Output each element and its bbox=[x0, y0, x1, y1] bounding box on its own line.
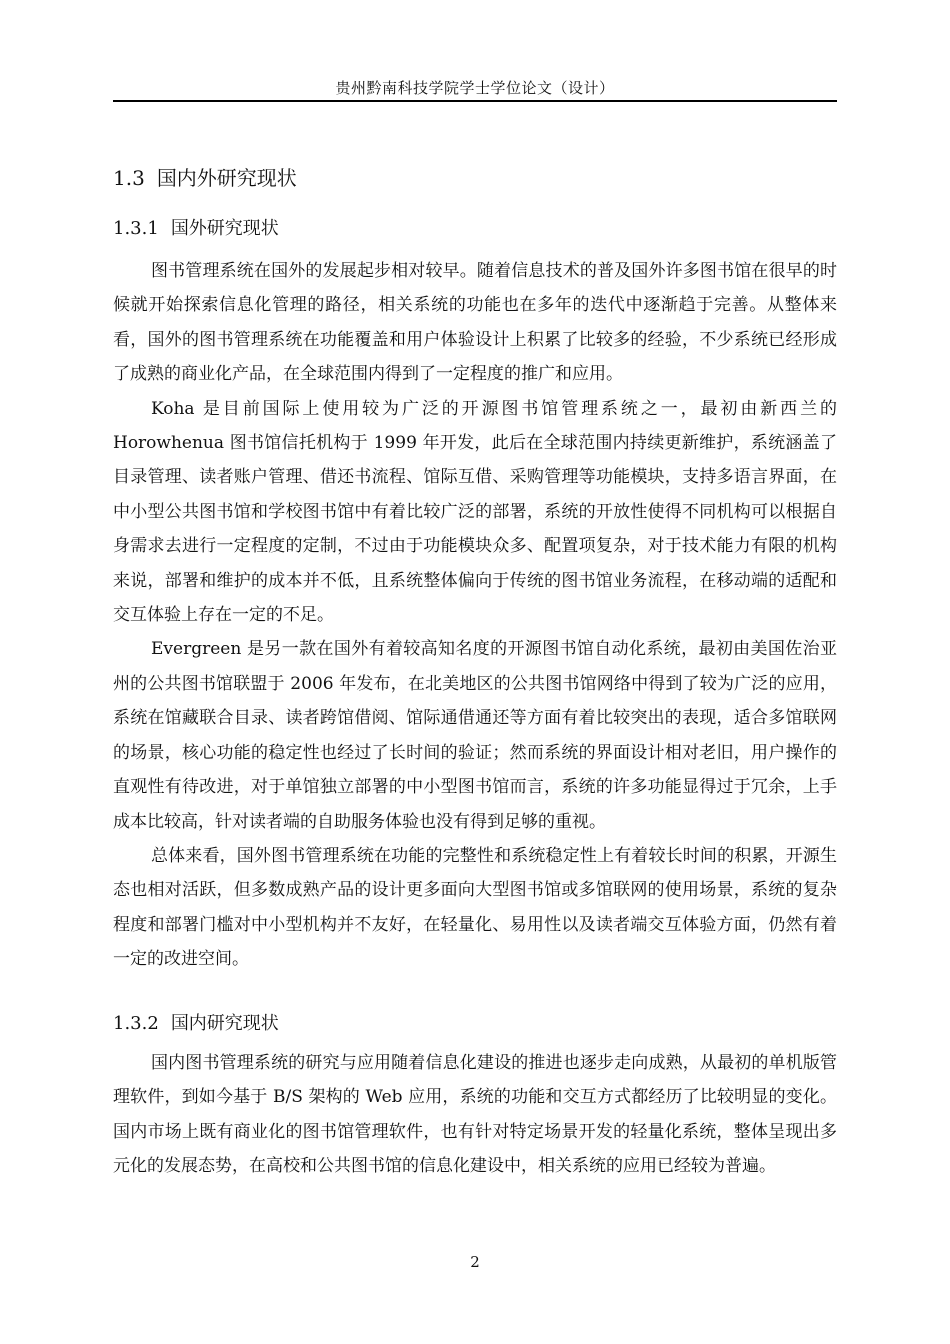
domestic-research-body bbox=[113, 1046, 837, 1184]
subsection-heading-foreign bbox=[113, 216, 279, 242]
section-heading bbox=[113, 164, 297, 192]
paragraph: Evergreen 是另一款在国外有着较高知名度的开源图书馆自动化系统，最初由美国佐治亚州的公共图书馆联盟于 2006 年发布，在北美地区的公共图书馆网络中得到了较为广泛的应用，系统在馆藏联合目录、读者跨馆借阅、馆际通借通还等方面有着比较突出的表现，适合多馆联网的场景，核心功能的稳定性也经过了长时间的验证；然而系统的界面设计相对老旧，用户操作的直观性有待改进，对于单馆独立部署的中小型图书馆而言，系统的许多功能显得过于冗余，上手成本比较高，针对读者端的自助服务体验也没有得到足够的重视。 bbox=[113, 639, 837, 832]
paragraph: 图书管理系统在国外的发展起步相对较早。随着信息技术的普及国外许多图书馆在很早的时候就开始探索信息化管理的路径，相关系统的功能也在多年的迭代中逐渐趋于完善。从整体来看，国外的图书管理系统在功能覆盖和用户体验设计上积累了比较多的经验，不少系统已经形成了成熟的商业化产品，在全球范围内得到了一定程度的推广和应用。 bbox=[113, 261, 837, 385]
subsection-number: 1.3.2 bbox=[113, 1013, 159, 1034]
header-rule bbox=[113, 100, 837, 102]
paragraph: Koha 是目前国际上使用较为广泛的开源图书馆管理系统之一，最初由新西兰的 Horowhenua 图书馆信托机构于 1999 年开发，此后在全球范围内持续更新维护，系统涵盖了目录管理、读者账户管理、借还书流程、馆际互借、采购管理等功能模块，支持多语言界面，在中小型公共图书馆和学校图书馆中有着比较广泛的部署，系统的开放性使得不同机构可以根据自身需求去进行一定程度的定制，不过由于功能模块众多、配置项复杂，对于技术能力有限的机构来说，部署和维护的成本并不低，且系统整体偏向于传统的图书馆业务流程，在移动端的适配和交互体验上存在一定的不足。 bbox=[113, 398, 837, 626]
page-number: 2 bbox=[470, 1253, 480, 1271]
running-header: 贵州黔南科技学院学士学位论文（设计） bbox=[335, 79, 615, 97]
section-number: 1.3 bbox=[113, 166, 145, 190]
subsection-title: 国内研究现状 bbox=[170, 1013, 279, 1034]
subsection-title: 国外研究现状 bbox=[170, 218, 279, 239]
section-title: 国内外研究现状 bbox=[156, 166, 297, 190]
foreign-research-body bbox=[113, 254, 837, 977]
paragraph: 国内图书管理系统的研究与应用随着信息化建设的推进也逐步走向成熟，从最初的单机版管理软件，到如今基于 B/S 架构的 Web 应用，系统的功能和交互方式都经历了比较明显的变化。国内市场上既有商业化的图书馆管理软件，也有针对特定场景开发的轻量化系统，整体呈现出多元化的发展态势，在高校和公共图书馆的信息化建设中，相关系统的应用已经较为普遍。 bbox=[113, 1053, 837, 1177]
subsection-heading-domestic bbox=[113, 1011, 279, 1037]
subsection-number: 1.3.1 bbox=[113, 218, 159, 239]
paragraph: 总体来看，国外图书管理系统在功能的完整性和系统稳定性上有着较长时间的积累，开源生态也相对活跃，但多数成熟产品的设计更多面向大型图书馆或多馆联网的使用场景，系统的复杂程度和部署门槛对中小型机构并不友好，在轻量化、易用性以及读者端交互体验方面，仍然有着一定的改进空间。 bbox=[113, 845, 837, 970]
